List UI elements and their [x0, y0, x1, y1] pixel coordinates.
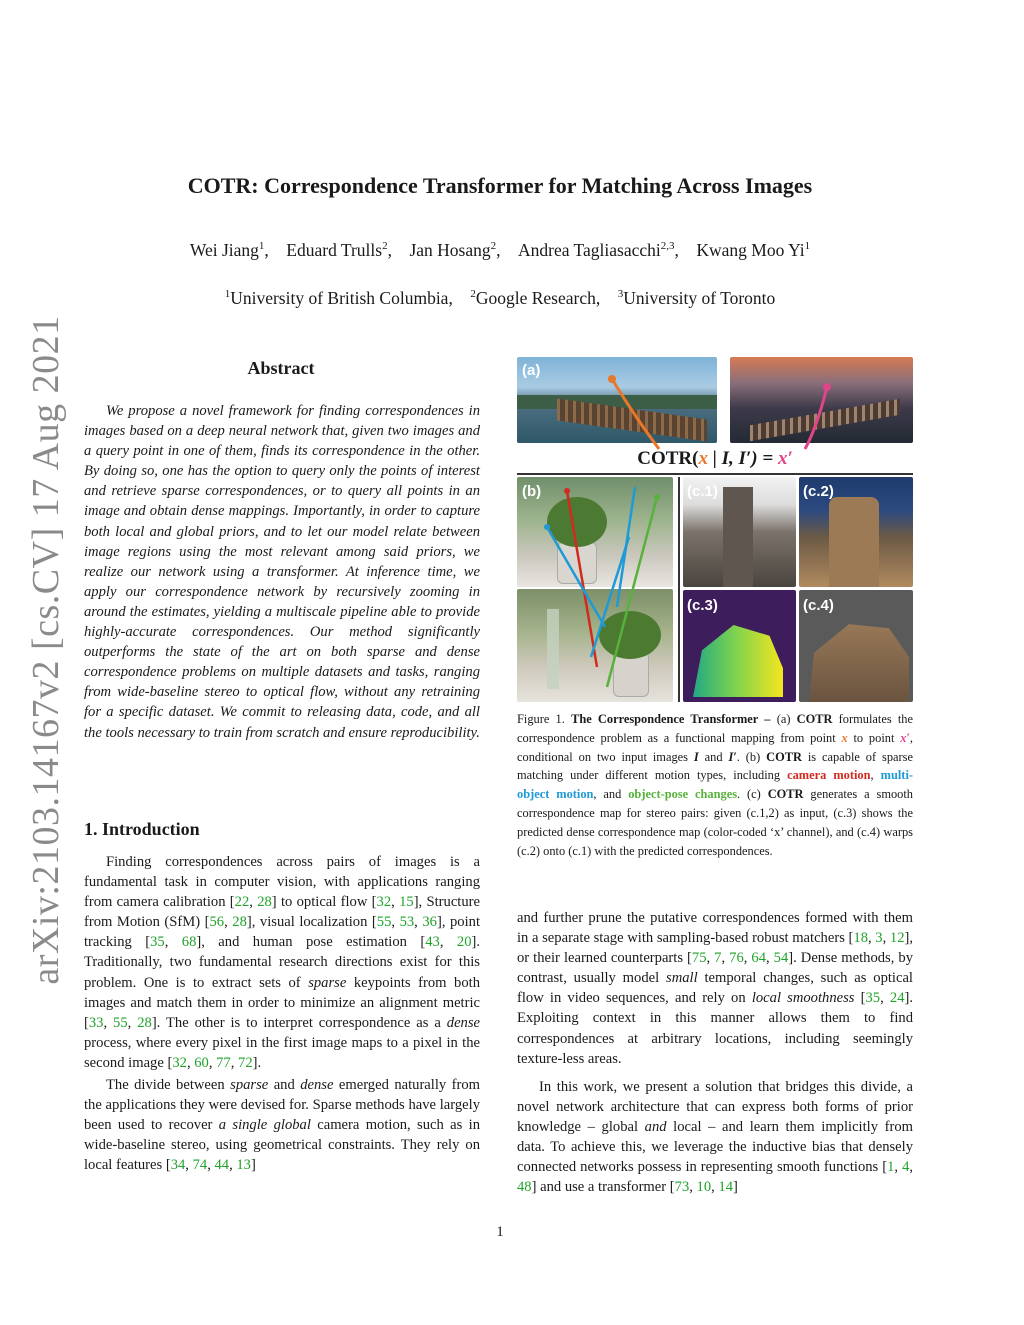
author-affiliation-mark: 2,3 [660, 240, 675, 253]
text-run: x′ [900, 730, 910, 745]
citation-link[interactable]: 72 [238, 1054, 253, 1071]
text-run: , [414, 914, 423, 931]
affiliation-name: Google Research [475, 288, 596, 308]
affiliation-name: University of Toronto [623, 288, 776, 308]
citation-link[interactable]: 73 [674, 1179, 690, 1196]
figure-caption [517, 710, 913, 860]
citation-link[interactable]: 20 [456, 934, 472, 951]
text-run: , [391, 914, 400, 931]
text-run: emerged naturally from the applications they were devised for. Sparse methods have largely been used to recover [84, 1077, 481, 1134]
text-run: , and [593, 787, 629, 802]
author-affiliation-mark: 2 [490, 240, 497, 253]
citation-link[interactable]: 48 [517, 1179, 532, 1196]
citation-link[interactable]: 35 [150, 934, 165, 951]
text-run: I′ [728, 749, 737, 764]
figure-divider-vertical [678, 477, 680, 702]
text-run: , [882, 930, 890, 947]
text-run: ]. The other is to interpret correspondence as a [151, 1014, 447, 1031]
text-run: ], or their learned counterparts [ [517, 930, 914, 967]
text-run: , [894, 1159, 903, 1176]
match-arrows-b [517, 477, 677, 702]
abstract-text: We propose a novel framework for finding correspondences in images based on a deep neural network that, given two images and a query point in one of them, finds its correspondence in the other. By doing so, one has the option to query only the points of interest and retrieve sparse correspondences, or to query all points in an image and obtain dense mappings. Importantly, in order to capture both local and global priors, and to let our model relate between image regions using the most relevant among said priors, we realize our network using a transformer. At inference time, we apply our correspondence network by recursively zooming in around the estimates, yielding a multiscale pipeline able to provide highly-accurate correspondences. Our method significantly outperforms the state of the art on both sparse and dense correspondence problems on multiple datasets and tasks, ranging from wide-baseline stereo to optical flow, without any retraining for a specific dataset. We commit to releasing data, code, and all the tools necessary to train from scratch and ensure reproducibility. [84, 403, 480, 741]
label-c3: (c.3) [687, 597, 718, 614]
citation-link[interactable]: 34 [170, 1157, 186, 1174]
text-run: multi-object motion [517, 768, 914, 802]
label-b: (b) [522, 483, 542, 500]
citation-link[interactable]: 68 [181, 934, 197, 951]
text-run: and [268, 1077, 301, 1094]
text-run: x [841, 730, 848, 745]
citation-link[interactable]: 44 [214, 1157, 230, 1174]
text-run: sparse [308, 974, 347, 991]
match-arrows-a [517, 357, 913, 457]
citation-link[interactable]: 18 [853, 930, 868, 947]
text-run: local smoothness [751, 990, 855, 1007]
citation-link[interactable]: 1 [887, 1159, 895, 1176]
introduction-body [84, 852, 480, 1176]
text-run: I [693, 749, 699, 764]
right-column-body [517, 908, 913, 1197]
text-run: ], Structure from Motion (SfM) [ [84, 894, 480, 931]
citation-link[interactable]: 32 [376, 894, 392, 911]
text-run: formulates the correspondence problem as a functional mapping from point [517, 712, 914, 745]
citation-link[interactable]: 35 [865, 990, 881, 1007]
text-run: Figure 1. [517, 712, 572, 726]
text-run: , [711, 1179, 719, 1196]
text-run: , [743, 950, 752, 967]
text-run: ] to optical flow [ [271, 894, 377, 911]
intro-paragraph-2 [84, 1075, 480, 1175]
text-run: , [249, 894, 258, 911]
text-run: , [103, 1014, 114, 1031]
text-run: dense [300, 1077, 334, 1094]
citation-link[interactable]: 14 [718, 1179, 734, 1196]
text-run: ]. Exploiting context in this manner allows them to find correspondences at arbitrary locations, including seemingly texture-less areas. [517, 990, 913, 1067]
label-c2: (c.2) [803, 483, 834, 500]
citation-link[interactable]: 4 [902, 1159, 910, 1176]
text-run: COTR [767, 787, 804, 802]
citation-link[interactable]: 7 [714, 950, 722, 967]
citation-link[interactable]: 54 [773, 950, 789, 967]
text-run: dense [446, 1014, 481, 1031]
text-run: , [766, 950, 774, 967]
text-run: , [127, 1014, 138, 1031]
citation-link[interactable]: 12 [889, 930, 905, 947]
cotr-formula: COTR(x | I, I′) = x′ [637, 448, 793, 469]
text-run: , [867, 930, 876, 947]
text-run: , [870, 768, 881, 783]
author-affiliation-mark: 1 [804, 240, 811, 253]
text-run: , [229, 1157, 237, 1174]
text-run: . (c) [737, 787, 768, 802]
citation-link[interactable]: 28 [137, 1014, 152, 1031]
text-run: The divide between [106, 1077, 231, 1094]
intro-paragraph-1 [84, 852, 480, 1073]
author-list: Wei Jiang$^1$, Eduard Trulls$^2$, Jan Hosang$^2$, Andrea Tagliasacchi$^{2,3}$, Kwang Moo Yi$^1$ [189, 240, 811, 260]
author-name: Jan Hosang [409, 240, 491, 260]
text-run: is capable of sparse matching under different motion types, including [517, 749, 913, 783]
text-run: COTR [796, 712, 833, 726]
citation-link[interactable]: 55 [113, 1014, 128, 1031]
figure-divider-horizontal [517, 473, 913, 475]
citation-link[interactable]: 75 [691, 950, 707, 967]
affiliation-mark: 3 [617, 288, 624, 301]
citation-link[interactable]: 3 [875, 930, 883, 947]
text-run: . (b) [736, 749, 767, 764]
citation-link[interactable]: 13 [236, 1157, 251, 1174]
text-run: ]. [252, 1054, 262, 1071]
citation-link[interactable]: 28 [257, 894, 272, 911]
text-run: (a) [770, 712, 797, 726]
affiliation-mark: 1 [224, 288, 231, 301]
text-run: local – and learn them implicitly from data. To achieve this, we leverage the inductive bias that densely connected networks possess in representing smooth functions [ [517, 1118, 913, 1176]
text-run: , [164, 934, 182, 951]
text-run: , [224, 914, 233, 931]
citation-link[interactable]: 15 [399, 894, 414, 911]
text-run: small [666, 970, 698, 987]
text-run: ] and use a transformer [ [531, 1179, 675, 1196]
text-run: camera motion [787, 768, 871, 783]
text-run: ], and human pose estimation [ [196, 934, 426, 951]
citation-link[interactable]: 43 [425, 934, 440, 951]
author-affiliation-mark: 2 [382, 240, 388, 253]
citation-link[interactable]: 33 [88, 1014, 104, 1031]
citation-link[interactable]: 55 [376, 914, 392, 931]
right-paragraph-1 [517, 908, 913, 1069]
citation-link[interactable]: 32 [172, 1054, 187, 1071]
text-run: generates a smooth correspondence map for stereo pairs: given (c.1,2) as input, (c.3) shows the predicted dense correspondence map (color-coded ‘x’ channel), and (c.4) warps (c.2) onto (c.1) with the predicted correspondences. [517, 787, 913, 858]
citation-link[interactable]: 74 [192, 1157, 208, 1174]
author-name: Andrea Tagliasacchi [518, 240, 661, 260]
text-run: ], visual localization [ [246, 914, 377, 931]
introduction-heading: 1. Introduction [84, 819, 200, 839]
citation-link[interactable]: 53 [399, 914, 415, 931]
text-run: and [644, 1118, 667, 1135]
label-a: (a) [522, 362, 541, 379]
text-run: sparse [230, 1077, 269, 1094]
label-c4: (c.4) [803, 597, 834, 614]
text-run: , [186, 1054, 195, 1071]
citation-link[interactable]: 77 [216, 1054, 231, 1071]
text-run: In this work, we present a solution that bridges this divide, a novel network architecture that can express both forms of prior knowledge – global [517, 1078, 913, 1135]
citation-link[interactable]: 76 [729, 950, 744, 967]
affiliation-mark: 2 [470, 288, 476, 301]
citation-link[interactable]: 60 [194, 1054, 209, 1071]
text-run: , [706, 950, 715, 967]
abstract-heading: Abstract [247, 358, 315, 378]
text-run: object-pose changes [628, 787, 738, 802]
text-run: , [439, 934, 457, 951]
text-run: process, where every pixel in the first image maps to a pixel in the second image [ [84, 1034, 480, 1071]
citation-link[interactable]: 28 [232, 914, 247, 931]
text-run: , [909, 1159, 914, 1176]
text-run: , [880, 990, 890, 1007]
citation-link[interactable]: 56 [209, 914, 225, 931]
right-paragraph-2 [517, 1077, 913, 1198]
text-run: ] [250, 1157, 256, 1174]
text-run: ], point tracking [ [84, 914, 480, 951]
text-run: Finding correspondences across pairs of images is a fundamental task in computer vision, with applications ranging from camera calibration [ [84, 854, 480, 911]
text-run: keypoints from both images and match them in order to minimize an alignment metric [ [84, 974, 480, 1031]
text-run: , [185, 1157, 193, 1174]
author-name: Wei Jiang [189, 240, 259, 260]
text-run: to point [847, 730, 901, 745]
text-run: [ [854, 990, 866, 1007]
text-run: , [208, 1054, 217, 1071]
author-name: Eduard Trulls [286, 240, 383, 260]
citation-link[interactable]: 22 [234, 894, 250, 911]
citation-link[interactable]: 24 [889, 990, 905, 1007]
citation-link[interactable]: 64 [751, 950, 766, 967]
text-run: and [698, 749, 729, 764]
text-run: , [721, 950, 730, 967]
text-run: a single global [218, 1117, 311, 1134]
text-run: temporal changes, such as optical flow in video sequences, and rely on [517, 970, 913, 1007]
citation-link[interactable]: 36 [422, 914, 437, 931]
text-run: ] [733, 1179, 738, 1196]
text-run: and further prune the putative correspondences formed with them in a separate stage with sampling-based robust matchers [ [517, 910, 913, 947]
arxiv-sidebar [18, 315, 74, 985]
author-name: Kwang Moo Yi [696, 240, 805, 260]
text-run: COTR [766, 749, 802, 764]
text-run: , [230, 1054, 239, 1071]
page-number: 1 [496, 1224, 504, 1240]
text-run: camera motion, such as in wide-baseline stereo, using geometrical constraints. They rely on local features [ [84, 1117, 480, 1174]
author-affiliation-mark: 1 [258, 240, 265, 253]
text-run: , [391, 894, 400, 911]
text-run: , conditional on two input images [517, 730, 913, 764]
text-run: ]. Dense methods, by contrast, usually model [517, 950, 913, 987]
citation-link[interactable]: 10 [696, 1179, 712, 1196]
text-run: ]. Traditionally, two fundamental research directions exist for this problem. One is to extract sets of [84, 934, 481, 991]
text-run: , [207, 1157, 215, 1174]
figure-1 [517, 357, 913, 702]
text-run: The Correspondence Transformer – [571, 712, 771, 726]
arxiv-identifier: arXiv:2103.14167v2 [cs.CV] 17 Aug 2021 [25, 315, 67, 985]
affiliation-list: $^1$University of British Columbia, $^2$Google Research, $^3$University of Toronto [224, 288, 776, 308]
paper-title: COTR: Correspondence Transformer for Matching Across Images [187, 173, 813, 198]
label-c1: (c.1) [687, 483, 718, 500]
affiliation-name: University of British Columbia [230, 288, 449, 308]
text-run: , [689, 1179, 697, 1196]
